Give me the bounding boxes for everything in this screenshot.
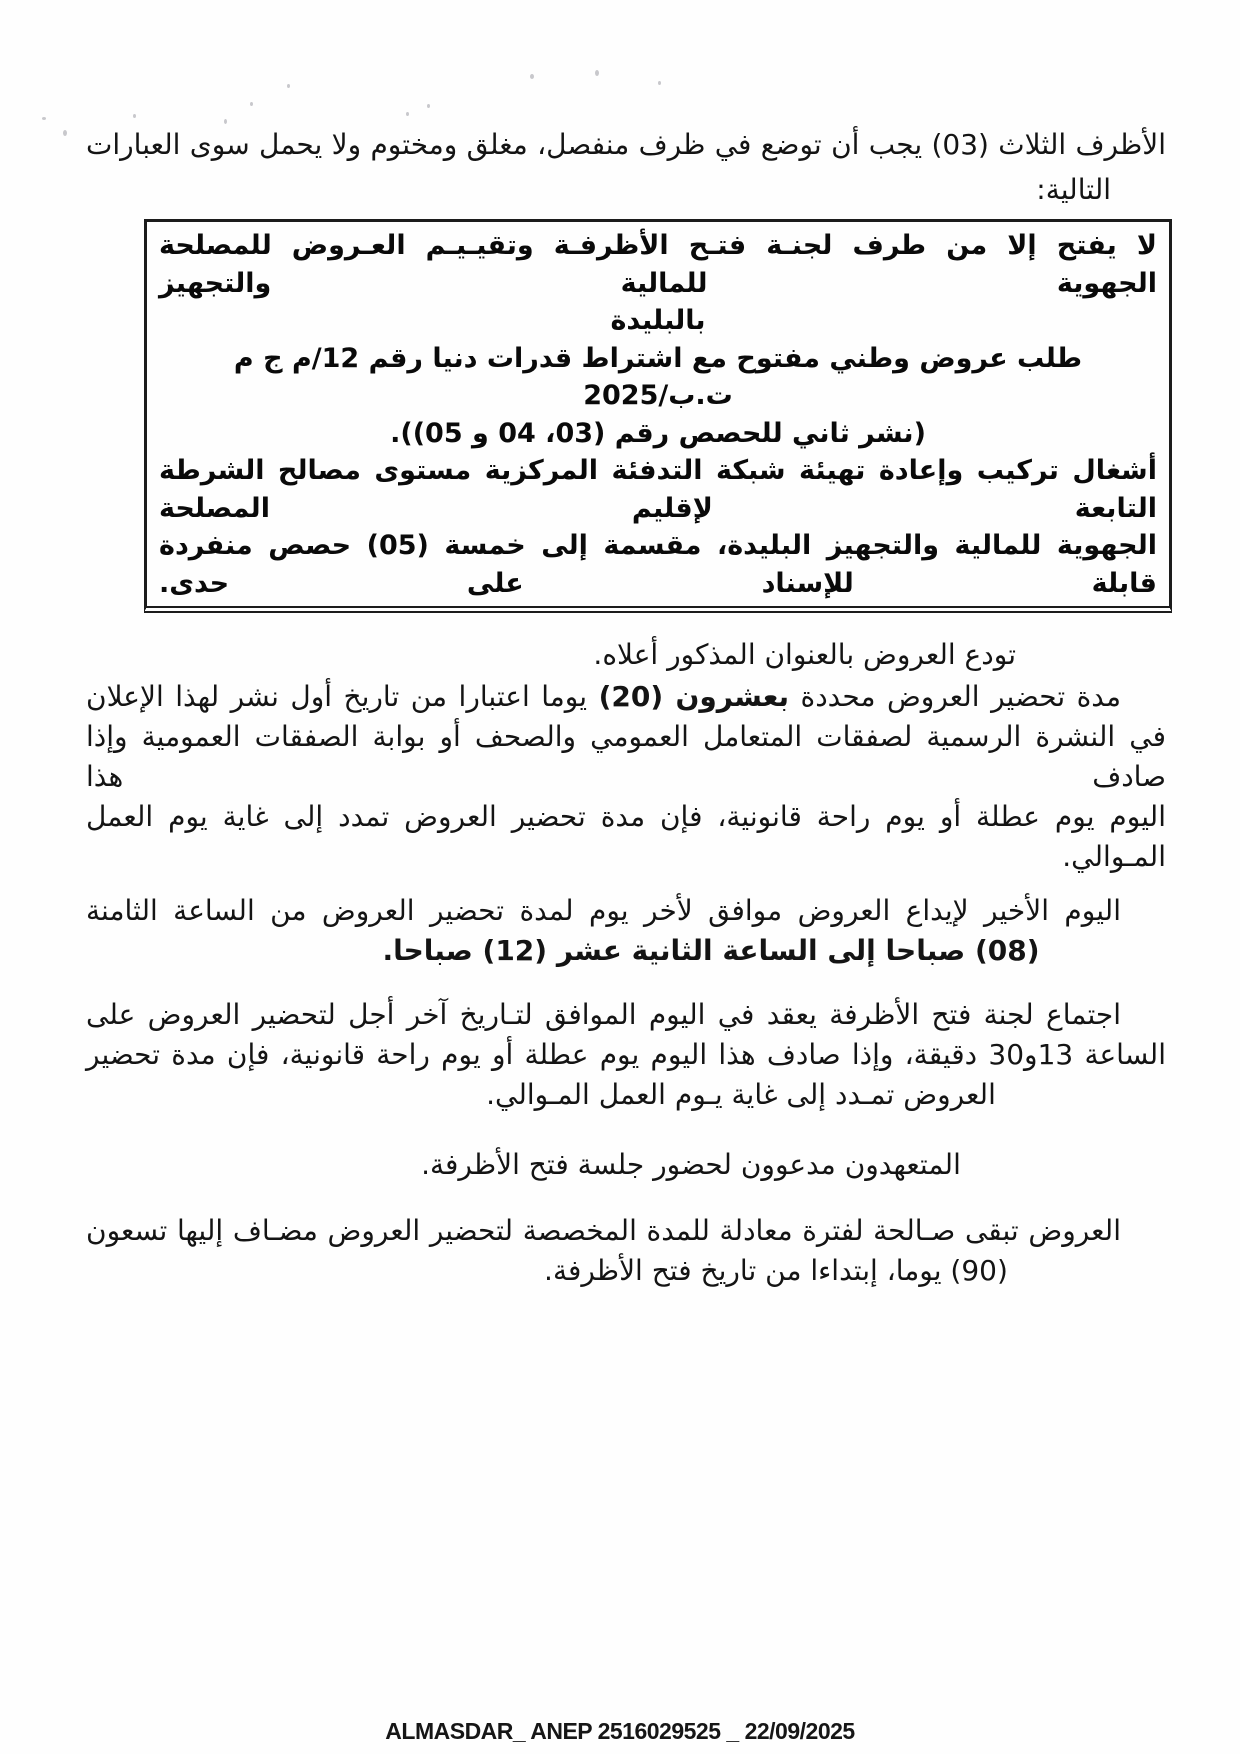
text-line: الجهوية للمالية والتجهيز البليدة، مقسمة إلى خمسة (05) حصص منفردة قابلة للإسناد على حدى.	[159, 530, 1157, 599]
paragraph-envelopes-opening-session	[86, 995, 1166, 1115]
intro-paragraph	[86, 122, 1166, 212]
paragraph-bidders-invited	[86, 1145, 1166, 1185]
bold-text-segment: بعشرون (20)	[598, 680, 790, 713]
text-line: الأظرف الثلاث (03) يجب أن توضع في ظرف منفصل، مغلق ومختوم ولا يحمل سوى العبارات	[86, 128, 1166, 161]
paragraph-preparation-period	[86, 677, 1166, 877]
text-line: العروض تمـدد إلى غاية يـوم العمل المـوالي.	[486, 1078, 996, 1111]
text-line: تودع العروض بالعنوان المذكور أعلاه.	[593, 638, 1016, 671]
text-segment: مدة تحضير العروض محددة	[789, 680, 1122, 713]
paragraph-deposit-address	[86, 635, 1166, 675]
footer-publication-line: ALMASDAR_ ANEP 2516029525 _ 22/09/2025	[385, 1718, 855, 1744]
paragraph-last-day-for-deposit	[86, 891, 1166, 971]
text-line: أشغال تركيب وإعادة تهيئة شبكة التدفئة المركزية مستوى مصالح الشرطة التابعة لإقليم المصلحة	[159, 455, 1157, 524]
text-line: بالبليدة	[610, 305, 706, 336]
text-line: الساعة 13و30 دقيقة، وإذا صادف هذا اليوم يوم عطلة أو يوم راحة قانونية، فإن مدة تحضير	[86, 1038, 1166, 1071]
text-line: التالية:	[1036, 173, 1111, 206]
text-segment: يوما اعتبارا من تاريخ أول نشر لهذا الإعلان	[86, 680, 599, 713]
body-paragraphs	[86, 635, 1166, 1291]
text-line: اليوم يوم عطلة أو يوم راحة قانونية، فإن مدة تحضير العروض تمدد إلى غاية يوم العمل المـوالي.	[86, 800, 1166, 873]
document-body	[86, 122, 1166, 1291]
paragraph-offers-validity	[86, 1211, 1166, 1291]
envelope-required-text-box	[144, 219, 1172, 613]
text-line: اليوم الأخير لإيداع العروض موافق لأخر يوم لمدة تحضير العروض من الساعة الثامنة	[86, 894, 1121, 927]
text-line: (90) يوما، إبتداءا من تاريخ فتح الأظرفة.	[544, 1254, 1008, 1287]
text-line: (نشر ثاني للحصص رقم (03، 04 و 05)).	[390, 417, 926, 449]
text-line: طلب عروض وطني مفتوح مع اشتراط قدرات دنيا رقم 12/م ج م ت.ب/2025	[233, 342, 1083, 411]
text-line: اجتماع لجنة فتح الأظرفة يعقد في اليوم الموافق لتـاريخ آخر أجل لتحضير العروض على	[86, 998, 1121, 1031]
text-line: العروض تبقى صـالحة لفترة معادلة للمدة المخصصة لتحضير العروض مضـاف إليها تسعون	[86, 1214, 1121, 1247]
text-line: المتعهدون مدعوون لحضور جلسة فتح الأظرفة.	[421, 1148, 961, 1181]
text-line: (08) صباحا إلى الساعة الثانية عشر (12) صباحا.	[382, 934, 1040, 967]
text-line: في النشرة الرسمية لصفقات المتعامل العمومي والصحف أو بوابة الصفقات العمومية وإذا صادف هذا	[86, 720, 1166, 793]
text-line: لا يفتح إلا من طرف لجنـة فتـح الأظرفـة وتقيـيـم العـروض للمصلحة الجهوية للمالية والتجهيز	[159, 230, 1157, 299]
text-line	[86, 677, 1166, 717]
